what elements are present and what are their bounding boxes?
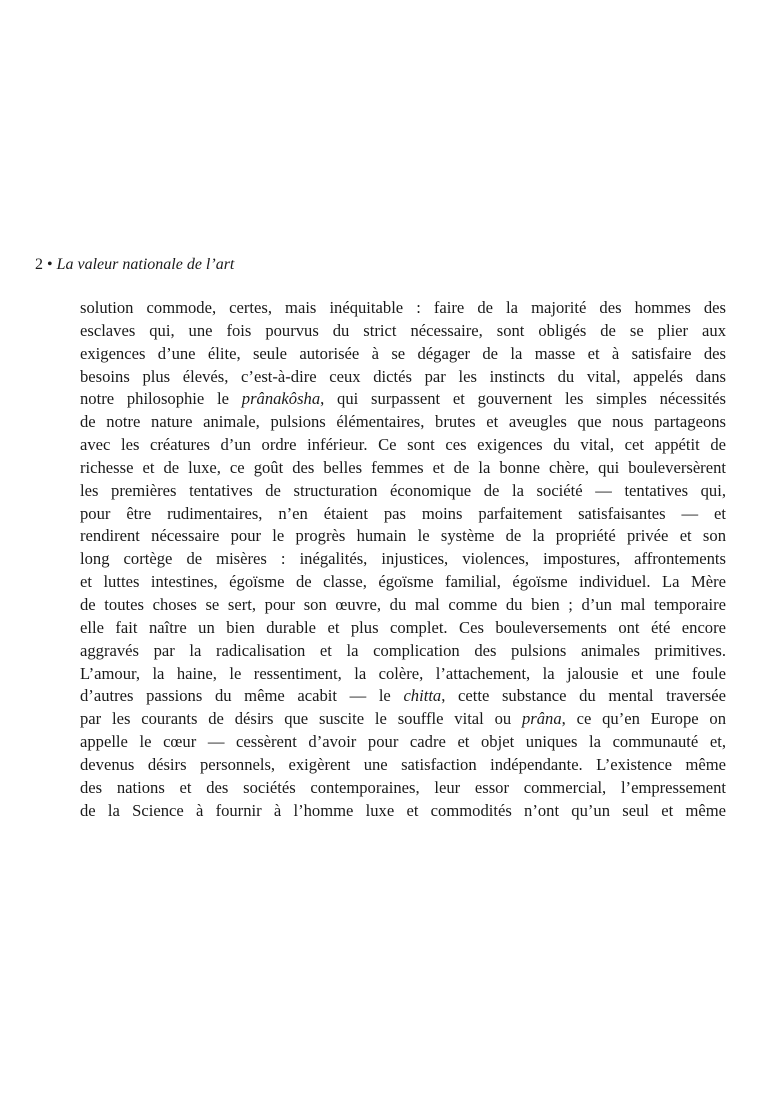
text-line [80,297,726,320]
text-line [80,731,726,754]
text-segment: solution commode, certes, mais inéquitable : faire de la majorité des hommes des [80,298,726,317]
text-segment: pour être rudimentaires, n’en étaient pas moins parfaitement satisfaisantes — et [80,503,726,523]
text-line [80,388,726,411]
text-line [80,411,726,434]
text-segment: long cortège de misères : inégalités, injustices, violences, impostures, affrontements [80,549,726,569]
text-line [80,457,726,480]
text-segment: L’amour, la haine, le ressentiment, la colère, l’attachement, la jalousie et une foule [80,663,726,683]
page-number: 2 [35,256,43,273]
text-line [80,548,726,571]
text-segment: esclaves qui, une fois pourvus du strict nécessaire, sont obligés de se plier aux [80,320,726,340]
text-line [80,754,726,777]
text-line [80,777,726,800]
text-line [80,617,726,640]
text-segment: de la Science à fournir à l’homme luxe et commodités n’ont qu’un seul et même [80,800,726,820]
text-line [80,480,726,503]
italic-term: prânakôsha [241,389,321,409]
italic-term: chitta [403,686,442,706]
text-segment: avec les créatures d’un ordre inférieur. Ce sont ces exigences du vital, cet appétit de [80,435,726,455]
text-segment: exigences d’une élite, seule autorisée à se dégager de la masse et à satisfaire des [80,343,726,363]
text-segment: elle fait naître un bien durable et plus complet. Ces bouleversements ont été encore [80,617,726,637]
text-segment: de notre nature animale, pulsions élémentaires, brutes et aveugles que nous partageons [80,412,726,432]
body-paragraph [80,297,726,822]
text-segment: rendirent nécessaire pour le progrès humain le système de la propriété privée et son [80,526,726,546]
text-line [80,434,726,457]
text-line [80,343,726,366]
text-segment: , qui surpassent et gouvernent les simples nécessités [320,389,726,409]
text-segment: , ce qu’en Europe on [561,709,726,729]
text-line [80,800,726,823]
text-line [80,685,726,708]
text-segment: richesse et de luxe, ce goût des belles femmes et de la bonne chère, qui bouleversèrent [80,457,726,477]
text-line [80,708,726,731]
text-segment: devenus désirs personnels, exigèrent une satisfaction indépendante. L’existence même [80,754,726,774]
separator-bullet: • [47,256,53,273]
text-segment: les premières tentatives de structuration économique de la société — tentatives qui, [80,480,726,500]
running-head [35,254,234,276]
text-segment: notre philosophie le [80,389,242,409]
text-line [80,525,726,548]
text-segment: d’autres passions du même acabit — le [80,686,404,706]
text-segment: , cette substance du mental traversée [441,686,726,706]
italic-term: prâna [521,709,562,729]
text-segment: de toutes choses se sert, pour son œuvre, du mal comme du bien ; d’un mal temporaire [80,594,726,614]
text-segment: aggravés par la radicalisation et la complication des pulsions animales primitives. [80,640,726,660]
text-line [80,503,726,526]
text-line [80,366,726,389]
text-segment: des nations et des sociétés contemporaines, leur essor commercial, l’empressement [80,777,726,797]
text-line [80,640,726,663]
text-line [80,663,726,686]
text-line [80,571,726,594]
chapter-title: La valeur nationale de l’art [56,256,235,273]
text-line [80,594,726,617]
text-segment: et luttes intestines, égoïsme de classe, égoïsme familial, égoïsme individuel. La Mère [80,572,726,592]
text-segment: appelle le cœur — cessèrent d’avoir pour cadre et objet uniques la communauté et, [80,732,726,752]
text-line [80,320,726,343]
text-segment: par les courants de désirs que suscite le souffle vital ou [80,709,522,729]
text-segment: besoins plus élevés, c’est-à-dire ceux dictés par les instincts du vital, appelés dans [80,366,726,386]
